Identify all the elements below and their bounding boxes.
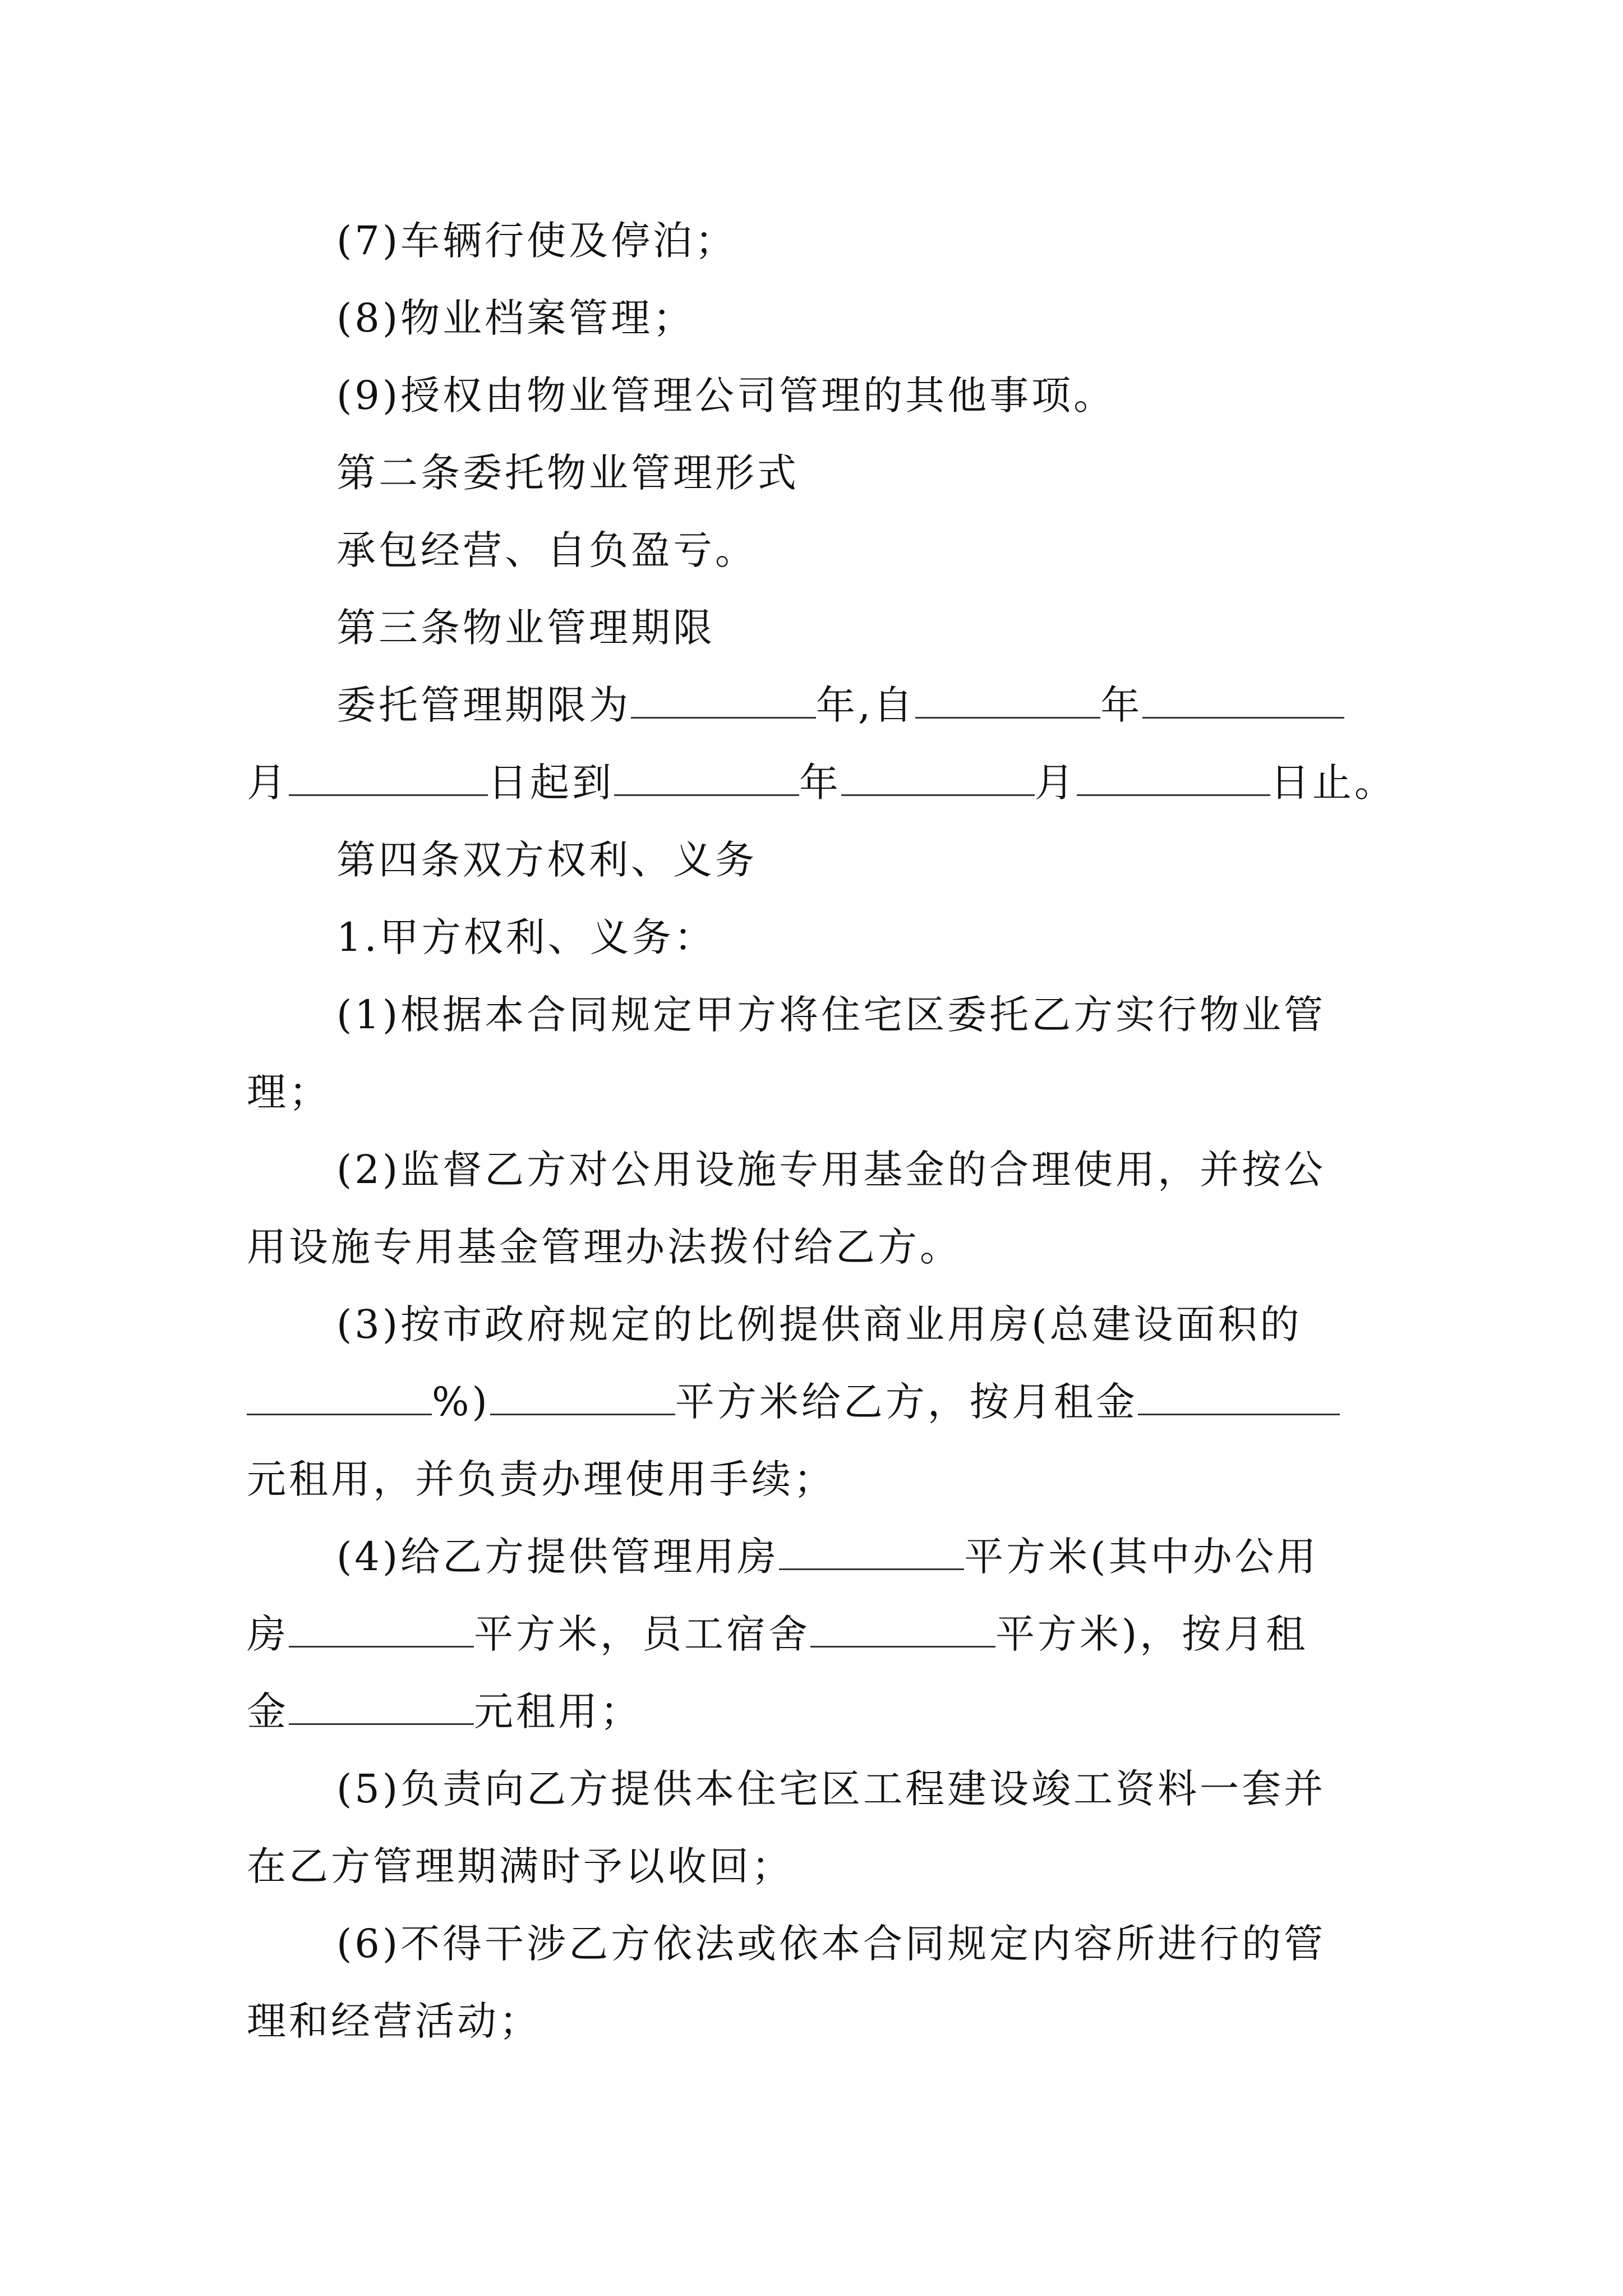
percent-text: %) [432, 1379, 490, 1425]
article-3-heading: 第三条物业管理期限 [336, 605, 715, 651]
term-month-text: 月 [247, 760, 289, 806]
term-period-line-2 [247, 744, 1396, 821]
party-a-clause-4-line-3 [247, 1673, 1385, 1750]
dormitory-text: 平方米，员工宿舍 [474, 1611, 810, 1657]
commercial-area-text: 平方米给乙方，按月租金 [675, 1379, 1138, 1425]
party-a-clause-6-line-1: (6)不得干涉乙方依法或依本合同规定内容所进行的管 [336, 1921, 1326, 1967]
party-a-clause-4-line-2 [247, 1595, 1385, 1673]
party-a-clause-3-line-3: 元租用，并负责办理使用手续； [247, 1456, 836, 1502]
party-a-clause-2-line-1: (2)监督乙方对公用设施专用基金的合理使用，并按公 [336, 1147, 1326, 1193]
rent-gold-text: 金 [247, 1688, 289, 1734]
clause-7-vehicles: (7)车辆行使及停泊； [336, 218, 737, 264]
party-a-clause-1-line-1: (1)根据本合同规定甲方将住宅区委托乙方实行物业管 [336, 992, 1326, 1038]
article-2-body: 承包经营、自负盈亏。 [336, 527, 757, 573]
term-end-day-text: 日止。 [1270, 760, 1396, 806]
blank-commercial-rent[interactable] [1138, 1381, 1340, 1415]
term-end-month-text: 月 [1035, 760, 1077, 806]
term-year-from-text: 年,自 [816, 682, 916, 728]
blank-management-area[interactable] [779, 1536, 964, 1570]
blank-end-month[interactable] [841, 762, 1035, 796]
blank-area-percent[interactable] [247, 1381, 432, 1415]
party-a-heading: 1.甲方权利、义务： [336, 914, 716, 960]
office-area-text: 平方米(其中办公用 [964, 1534, 1319, 1580]
blank-start-day[interactable] [289, 762, 488, 796]
clause-9-other-matters: (9)授权由物业管理公司管理的其他事项。 [336, 372, 1116, 418]
party-a-clause-4-line-1 [247, 1518, 1385, 1595]
management-room-text: (4)给乙方提供管理用房 [336, 1534, 780, 1580]
party-a-clause-1-line-2: 理； [247, 1069, 331, 1115]
monthly-rent-text: 平方米)，按月租 [995, 1611, 1308, 1657]
article-2-heading: 第二条委托物业管理形式 [336, 450, 799, 496]
article-4-heading: 第四条双方权利、义务 [336, 837, 757, 883]
room-text: 房 [247, 1611, 289, 1657]
blank-end-year[interactable] [614, 762, 799, 796]
blank-term-years[interactable] [631, 684, 816, 719]
clause-8-archives: (8)物业档案管理； [336, 295, 695, 341]
blank-management-rent[interactable] [289, 1691, 474, 1725]
term-period-line-1 [247, 666, 1385, 744]
term-year-text: 年 [1100, 682, 1143, 728]
party-a-clause-2-line-2: 用设施专用基金管理办法拨付给乙方。 [247, 1224, 962, 1270]
party-a-clause-6-line-2: 理和经营活动； [247, 1998, 541, 2044]
document-body [247, 202, 1396, 2060]
term-period-text: 委托管理期限为 [336, 682, 631, 728]
term-day-to-text: 日起到 [488, 760, 614, 806]
blank-dormitory-area[interactable] [810, 1613, 995, 1648]
blank-office-area[interactable] [289, 1613, 474, 1648]
term-end-year-text: 年 [799, 760, 841, 806]
party-a-clause-3-line-2 [247, 1363, 1385, 1441]
blank-start-month[interactable] [1142, 684, 1344, 719]
party-a-clause-5-line-2: 在乙方管理期满时予以收回； [247, 1843, 794, 1889]
blank-commercial-area[interactable] [490, 1381, 675, 1415]
blank-end-day[interactable] [1077, 762, 1270, 796]
party-a-clause-5-line-1: (5)负责向乙方提供本住宅区工程建设竣工资料一套并 [336, 1766, 1326, 1812]
party-a-clause-3-line-1: (3)按市政府规定的比例提供商业用房(总建设面积的 [336, 1301, 1302, 1347]
rent-use-text: 元租用； [474, 1688, 642, 1734]
blank-start-year[interactable] [915, 684, 1100, 719]
